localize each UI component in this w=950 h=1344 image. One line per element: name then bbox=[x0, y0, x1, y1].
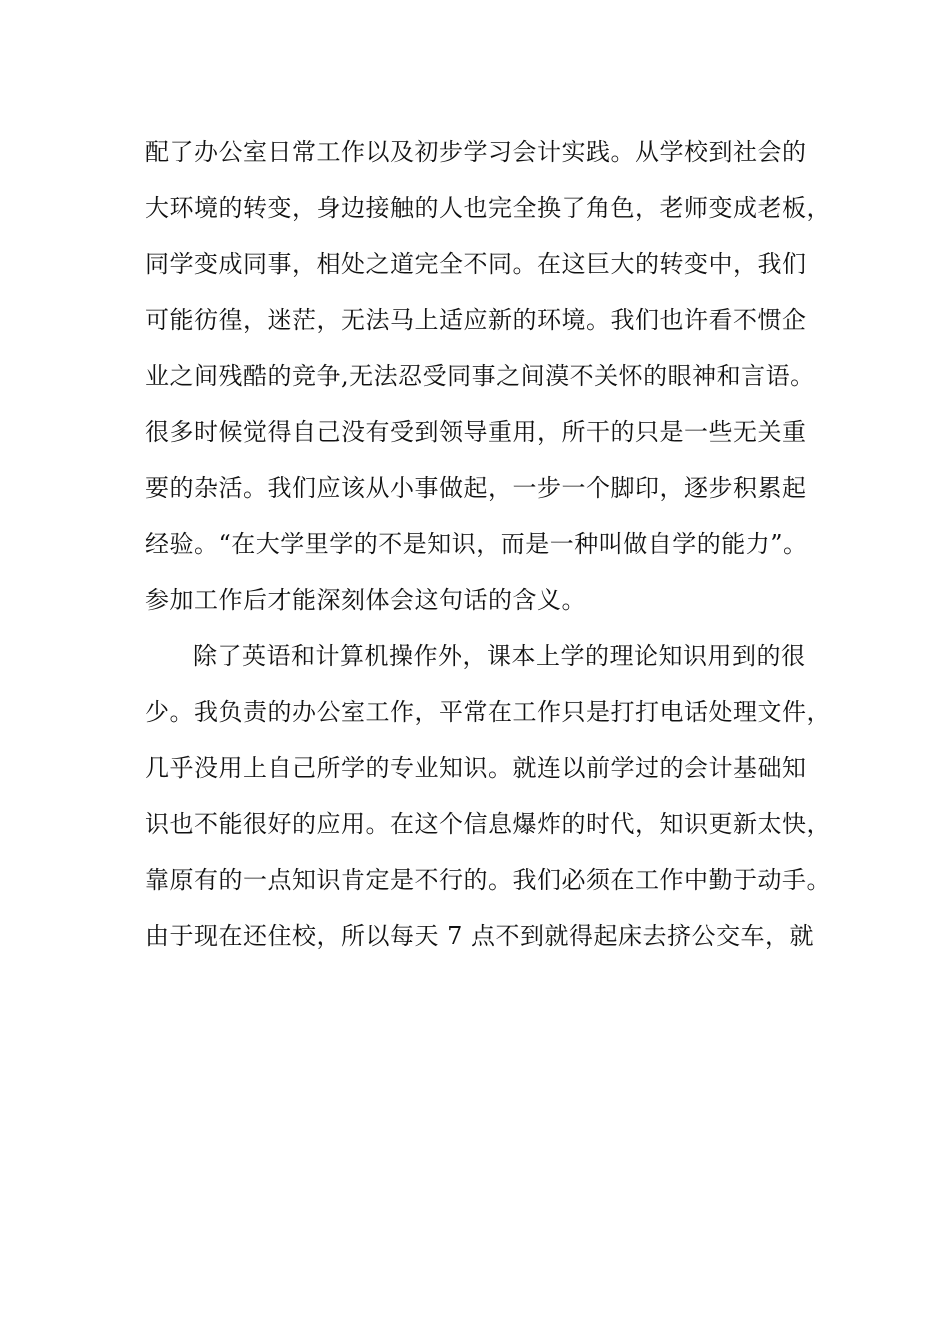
text-line: 大环境的转变，身边接触的人也完全换了角色，老师变成老板， bbox=[145, 194, 831, 222]
text-line: 很多时候觉得自己没有受到领导重用，所干的只是一些无关重 bbox=[145, 418, 807, 446]
text-line: 同学变成同事，相处之道完全不同。在这巨大的转变中，我们 bbox=[145, 250, 807, 278]
text-line: 业之间残酷的竞争,无法忍受同事之间漠不关怀的眼神和言语。 bbox=[145, 362, 815, 390]
text-line: 经验。“在大学里学的不是知识，而是一种叫做自学的能力”。 bbox=[145, 530, 808, 558]
text-line: 可能彷徨，迷茫，无法马上适应新的环境。我们也许看不惯企 bbox=[145, 306, 807, 334]
text-line: 靠原有的一点知识肯定是不行的。我们必须在工作中勤于动手。 bbox=[145, 866, 831, 894]
text-line: 几乎没用上自己所学的专业知识。就连以前学过的会计基础知 bbox=[145, 754, 807, 782]
text-line: 识也不能很好的应用。在这个信息爆炸的时代，知识更新太快， bbox=[145, 810, 831, 838]
text-line: 少。我负责的办公室工作，平常在工作只是打打电话处理文件， bbox=[145, 698, 831, 726]
text-line: 要的杂活。我们应该从小事做起，一步一个脚印，逐步积累起 bbox=[145, 474, 807, 502]
body-text bbox=[145, 128, 831, 968]
text-line: 配了办公室日常工作以及初步学习会计实践。从学校到社会的 bbox=[145, 138, 807, 166]
text-line: 由于现在还住校，所以每天 7 点不到就得起床去挤公交车，就 bbox=[145, 922, 815, 950]
paragraph-start-line: 除了英语和计算机操作外，课本上学的理论知识用到的很 bbox=[193, 642, 806, 670]
text-line: 参加工作后才能深刻体会这句话的含义。 bbox=[145, 586, 586, 614]
